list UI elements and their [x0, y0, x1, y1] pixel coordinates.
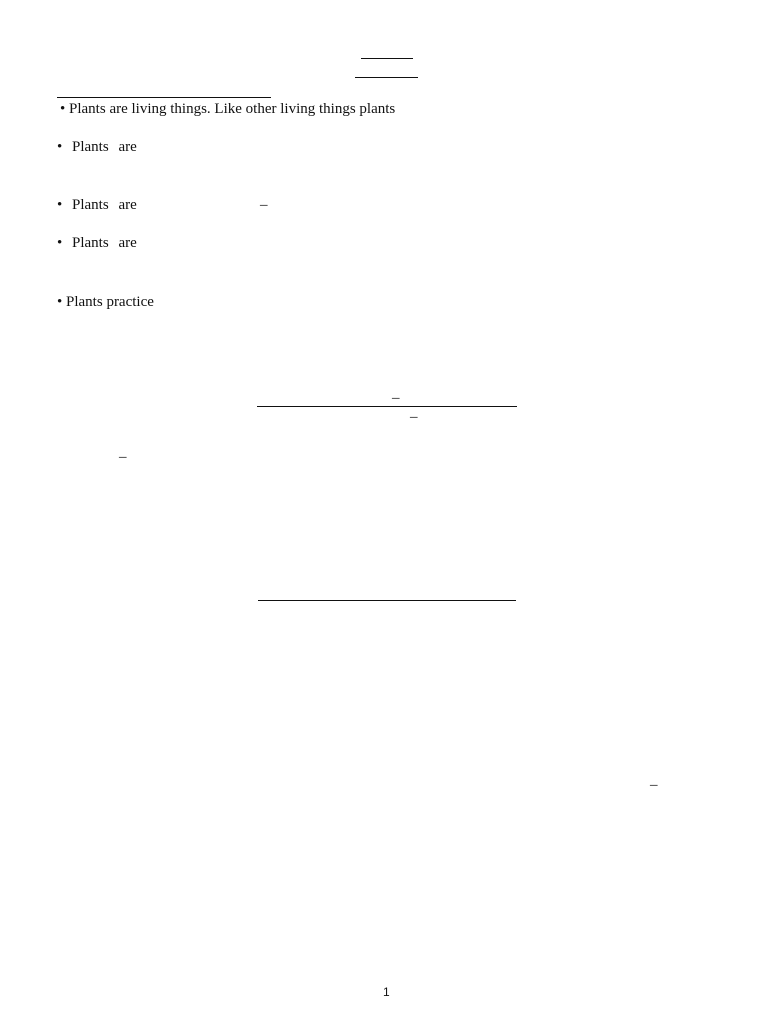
bullet-marker: • [57, 294, 63, 310]
bullet-word: Plants [72, 235, 109, 251]
title-rule-top [361, 58, 413, 59]
fraction-rule [257, 406, 517, 407]
bullet-item-5 [57, 293, 154, 311]
dash-mark: – [392, 390, 400, 406]
bullet-marker: • [57, 139, 63, 155]
bullet-word: are [118, 197, 137, 213]
section-rule [258, 600, 516, 601]
title-rule-bottom [355, 77, 418, 78]
dash-mark: – [260, 197, 268, 213]
dash-mark: – [410, 409, 418, 425]
bullet-marker: • [57, 197, 63, 213]
bullet-word: Plants [72, 197, 109, 213]
dash-mark: – [650, 777, 658, 793]
bullet-word: Plants [72, 139, 109, 155]
bullet-text: Plants are living things. Like other living things plants [69, 101, 396, 117]
bullet-word: are [118, 235, 137, 251]
bullet-item-2 [57, 138, 137, 156]
bullet-marker: • [60, 101, 66, 117]
bullet-marker: • [57, 235, 63, 251]
bullet-item-1 [60, 100, 395, 118]
bullet-word: are [118, 139, 137, 155]
page-number: 1 [383, 985, 390, 999]
bullet-item-4 [57, 234, 137, 252]
bullet-text: Plants practice [66, 294, 154, 310]
header-rule [57, 97, 271, 98]
bullet-item-3 [57, 196, 137, 214]
dash-mark: – [119, 449, 127, 465]
